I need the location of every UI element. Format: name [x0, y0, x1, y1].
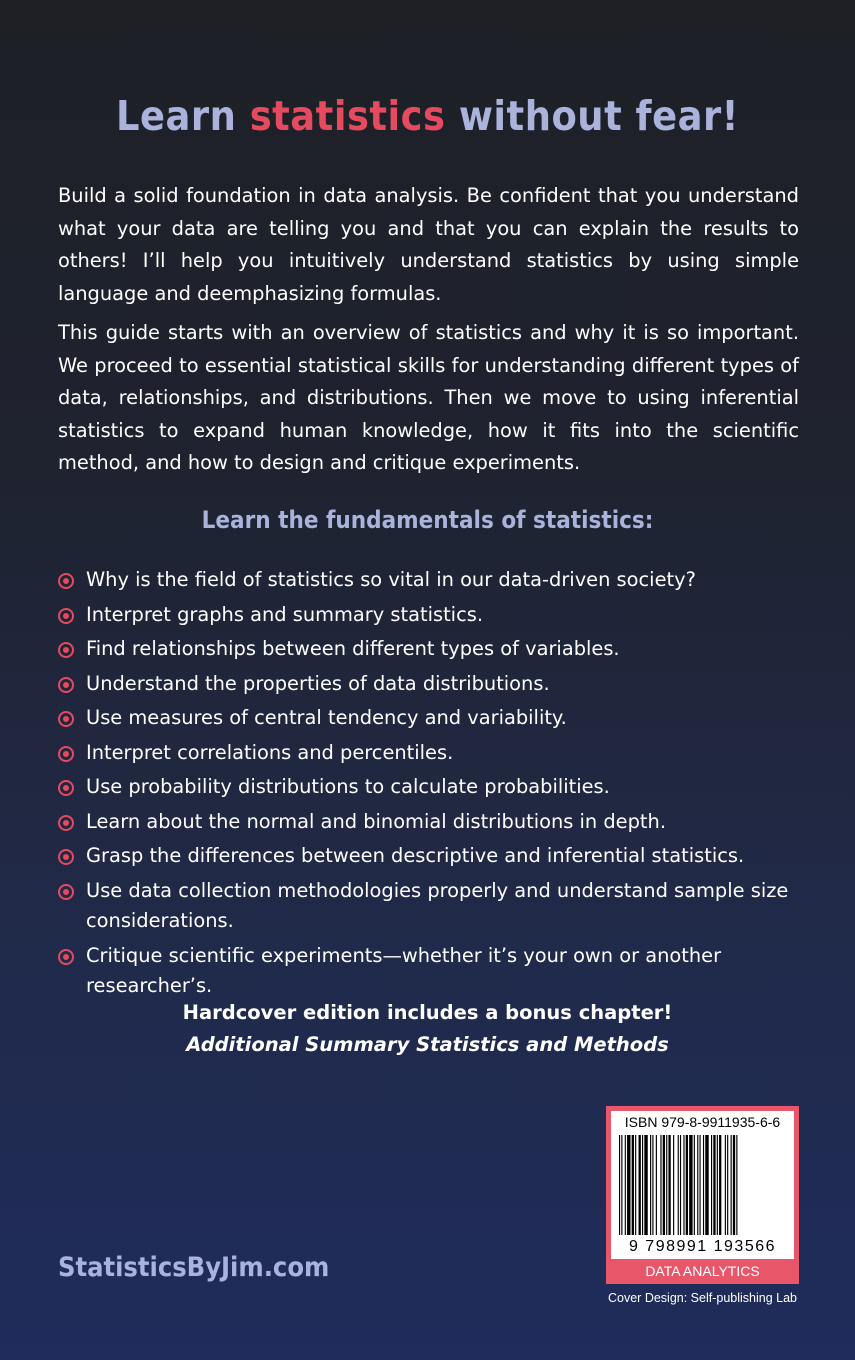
target-bullet-icon — [58, 573, 74, 589]
intro-paragraph: Build a solid foundation in data analysis. Be confident that you understand what your data are telling you and that you can explain the results to others! I’ll help you intuitively understand statistics by using simple language and deemphasizing formulas. — [58, 184, 799, 305]
list-item-text: Learn about the normal and binomial distributions in depth. — [86, 809, 666, 833]
list-item-text: Interpret graphs and summary statistics. — [86, 602, 483, 626]
list-item-text: Grasp the differences between descriptive and inferential statistics. — [86, 844, 745, 867]
bonus-note: Hardcover edition includes a bonus chapter! — [182, 1001, 673, 1024]
overview-paragraph: This guide starts with an overview of statistics and why it is so important. We proceed to essential statistical skills for understanding different types of data, relationships, and distributions. Then we move to using inferential statistics to expand human knowledge, how it fits into the scientific method, and how to design and critique experiments. — [58, 321, 799, 474]
target-bullet-icon — [58, 849, 74, 865]
list-item — [58, 738, 803, 769]
headline-start: Learn — [115, 92, 250, 140]
fundamentals-list — [58, 565, 803, 1006]
headline-accent: statistics — [249, 92, 446, 140]
target-bullet-icon — [58, 949, 74, 965]
list-item-text: Use probability distributions to calculate probabilities. — [86, 775, 610, 798]
list-item-text: Why is the field of statistics so vital in our data-driven society? — [86, 568, 696, 591]
website-url: StatisticsByJim.com — [58, 1252, 330, 1283]
target-bullet-icon — [58, 677, 74, 693]
list-item — [58, 807, 803, 838]
isbn-number: ISBN 979-8-9911935-6-6 — [624, 1114, 781, 1130]
target-bullet-icon — [58, 608, 74, 624]
barcode-image — [617, 1135, 788, 1239]
target-bullet-icon — [58, 642, 74, 658]
target-bullet-icon — [58, 884, 74, 900]
list-item — [58, 941, 803, 1002]
fundamentals-heading: Learn the fundamentals of statistics: — [201, 506, 654, 534]
headline-end: without fear! — [445, 92, 739, 140]
list-item — [58, 565, 803, 596]
cover-design-credit: Cover Design: Self-publishing Lab — [608, 1291, 797, 1305]
list-item-text: Find relationships between different types of variables. — [86, 637, 620, 660]
list-item-text: Use data collection methodologies properly and understand sample size considerations. — [86, 878, 789, 932]
list-item — [58, 876, 803, 937]
bonus-chapter-title: Additional Summary Statistics and Methods — [186, 1033, 669, 1056]
list-item-text: Use measures of central tendency and variability. — [86, 706, 567, 729]
list-item — [58, 703, 803, 734]
list-item-text: Interpret correlations and percentiles. — [86, 740, 454, 764]
list-item — [58, 634, 803, 665]
category-label: DATA ANALYTICS — [645, 1263, 760, 1279]
target-bullet-icon — [58, 815, 74, 831]
list-item — [58, 669, 803, 700]
target-bullet-icon — [58, 711, 74, 727]
list-item-text: Understand the properties of data distributions. — [86, 671, 550, 695]
list-item — [58, 841, 803, 872]
headline — [0, 92, 855, 140]
list-item — [58, 772, 803, 803]
list-item — [58, 600, 803, 631]
isbn-barcode-panel — [606, 1106, 799, 1284]
target-bullet-icon — [58, 746, 74, 762]
barcode-area — [611, 1111, 794, 1259]
target-bullet-icon — [58, 780, 74, 796]
list-item-text: Critique scientific experiments—whether it’s your own or another researcher’s. — [86, 943, 722, 997]
barcode-digits: 9 798991 193566 — [628, 1238, 777, 1255]
